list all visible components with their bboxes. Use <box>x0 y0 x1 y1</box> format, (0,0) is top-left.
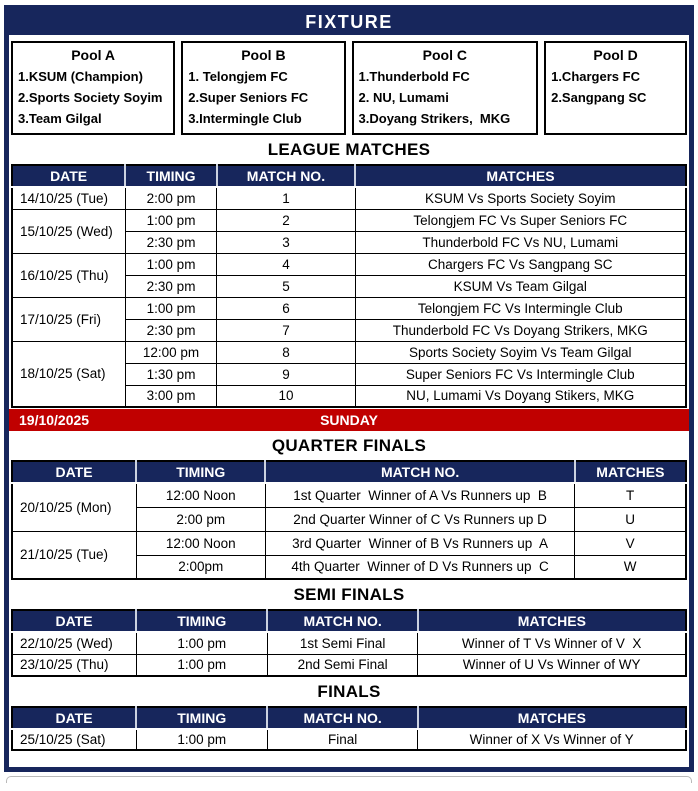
matches-cell: NU, Lumami Vs Doyang Stikers, MKG <box>355 385 686 407</box>
match-no-cell: 2 <box>217 209 355 231</box>
timing-cell: 2:00pm <box>136 555 265 579</box>
page-title: FIXTURE <box>305 12 393 32</box>
timing-cell: 12:00 Noon <box>136 483 265 507</box>
finals-heading: FINALS <box>317 682 381 702</box>
table-row <box>12 341 686 363</box>
fixture-banner <box>9 10 689 35</box>
column-header-matches: MATCHES <box>575 461 686 483</box>
semi-finals-table <box>11 609 687 677</box>
column-header-date: DATE <box>12 610 136 632</box>
timing-cell: 2:30 pm <box>125 231 217 253</box>
date-cell: 16/10/25 (Thu) <box>12 253 125 297</box>
matches-cell: Thunderbold FC Vs NU, Lumami <box>355 231 686 253</box>
timing-cell: 1:00 pm <box>136 632 267 654</box>
pool-team: 3.Doyang Strikers, MKG <box>358 111 511 127</box>
matches-cell: KSUM Vs Sports Society Soyim <box>355 187 686 209</box>
column-header-matches: MATCHES <box>418 610 686 632</box>
matches-cell: Sports Society Soyim Vs Team Gilgal <box>355 341 686 363</box>
column-header-date: DATE <box>12 461 136 483</box>
fixture-content <box>9 35 689 751</box>
semi-finals-header-row <box>12 610 686 632</box>
matches-cell: Chargers FC Vs Sangpang SC <box>355 253 686 275</box>
league-header-row <box>12 165 686 187</box>
column-header-timing: TIMING <box>125 165 217 187</box>
column-header-timing: TIMING <box>136 461 265 483</box>
next-box-partial-edge <box>6 776 692 783</box>
match-no-cell: 1st Quarter Winner of A Vs Runners up B <box>265 483 574 507</box>
match-no-cell: 2nd Semi Final <box>267 654 417 676</box>
matches-cell: Winner of U Vs Winner of WY <box>418 654 686 676</box>
pool-team: 3.Intermingle Club <box>188 111 302 127</box>
sunday-date: 19/10/2025 <box>19 412 90 429</box>
pool-box-c <box>352 41 539 135</box>
match-no-cell: 10 <box>217 385 355 407</box>
match-no-cell: 9 <box>217 363 355 385</box>
pool-team: 1.Thunderbold FC <box>358 69 470 84</box>
pool-team: 1.KSUM (Champion) <box>18 69 143 84</box>
column-header-matches: MATCHES <box>355 165 686 187</box>
matches-cell: Telongjem FC Vs Intermingle Club <box>355 297 686 319</box>
table-row <box>12 187 686 209</box>
date-cell: 14/10/25 (Tue) <box>12 187 125 209</box>
match-no-cell: 8 <box>217 341 355 363</box>
matches-cell: KSUM Vs Team Gilgal <box>355 275 686 297</box>
timing-cell: 2:00 pm <box>125 187 217 209</box>
timing-cell: 12:00 Noon <box>136 531 265 555</box>
pool-title: Pool C <box>422 47 467 63</box>
timing-cell: 2:00 pm <box>136 507 265 531</box>
matches-cell: U <box>575 507 686 531</box>
date-cell: 20/10/25 (Mon) <box>12 483 136 531</box>
finals-section <box>11 682 687 751</box>
pool-team: 2.Super Seniors FC <box>188 90 309 106</box>
timing-cell: 2:30 pm <box>125 319 217 341</box>
league-table <box>11 164 687 408</box>
timing-cell: 1:00 pm <box>136 729 267 750</box>
column-header-match-no: MATCH NO. <box>265 461 574 483</box>
table-row <box>12 297 686 319</box>
timing-cell: 1:00 pm <box>125 209 217 231</box>
column-header-date: DATE <box>12 165 125 187</box>
column-header-match-no: MATCH NO. <box>267 707 417 729</box>
date-cell: 22/10/25 (Wed) <box>12 632 136 654</box>
column-header-timing: TIMING <box>136 610 267 632</box>
match-no-cell: 3rd Quarter Winner of B Vs Runners up A <box>265 531 574 555</box>
match-no-cell: 3 <box>217 231 355 253</box>
timing-cell: 1:00 pm <box>136 654 267 676</box>
pool-box-b <box>181 41 345 135</box>
column-header-matches: MATCHES <box>418 707 686 729</box>
finals-header-row <box>12 707 686 729</box>
match-no-cell: 5 <box>217 275 355 297</box>
date-cell: 21/10/25 (Tue) <box>12 531 136 579</box>
match-no-cell: 4 <box>217 253 355 275</box>
pool-team: 1.Chargers FC <box>551 69 640 84</box>
matches-cell: Winner of X Vs Winner of Y <box>418 729 686 750</box>
timing-cell: 2:30 pm <box>125 275 217 297</box>
pool-team: 1. Telongjem FC <box>188 69 288 84</box>
column-header-date: DATE <box>12 707 136 729</box>
match-no-cell: 2nd Quarter Winner of C Vs Runners up D <box>265 507 574 531</box>
pool-title: Pool A <box>71 47 116 63</box>
match-no-cell: 1st Semi Final <box>267 632 417 654</box>
table-row <box>12 654 686 676</box>
table-row <box>12 729 686 750</box>
quarter-finals-section <box>11 436 687 580</box>
quarter-finals-table <box>11 460 687 580</box>
matches-cell: W <box>575 555 686 579</box>
matches-cell: Winner of T Vs Winner of V X <box>418 632 686 654</box>
sunday-label: SUNDAY <box>320 412 378 429</box>
matches-cell: T <box>575 483 686 507</box>
match-no-cell: 6 <box>217 297 355 319</box>
matches-cell: Super Seniors FC Vs Intermingle Club <box>355 363 686 385</box>
timing-cell: 1:00 pm <box>125 297 217 319</box>
timing-cell: 1:30 pm <box>125 363 217 385</box>
date-cell: 18/10/25 (Sat) <box>12 341 125 407</box>
date-cell: 25/10/25 (Sat) <box>12 729 136 750</box>
match-no-cell: 1 <box>217 187 355 209</box>
matches-cell: Thunderbold FC Vs Doyang Strikers, MKG <box>355 319 686 341</box>
table-row <box>12 209 686 231</box>
league-section <box>11 140 687 431</box>
table-row <box>12 632 686 654</box>
date-cell: 17/10/25 (Fri) <box>12 297 125 341</box>
match-no-cell: 7 <box>217 319 355 341</box>
pool-team: 2.Sports Society Soyim <box>18 90 163 106</box>
pool-title: Pool B <box>241 47 286 63</box>
pool-title: Pool D <box>593 47 638 63</box>
pool-team: 2. NU, Lumami <box>358 90 449 106</box>
table-row <box>12 531 686 555</box>
quarter-finals-header-row <box>12 461 686 483</box>
pool-box-d <box>544 41 687 135</box>
table-row <box>12 253 686 275</box>
table-row <box>12 483 686 507</box>
quarter-finals-heading: QUARTER FINALS <box>271 436 427 456</box>
timing-cell: 3:00 pm <box>125 385 217 407</box>
date-cell: 23/10/25 (Thu) <box>12 654 136 676</box>
league-heading: LEAGUE MATCHES <box>267 140 431 160</box>
matches-cell: Telongjem FC Vs Super Seniors FC <box>355 209 686 231</box>
timing-cell: 1:00 pm <box>125 253 217 275</box>
fixture-sheet <box>4 5 694 772</box>
matches-cell: V <box>575 531 686 555</box>
sunday-banner <box>9 409 689 431</box>
pool-team: 3.Team Gilgal <box>18 111 102 127</box>
finals-table <box>11 706 687 751</box>
column-header-match-no: MATCH NO. <box>267 610 417 632</box>
column-header-match-no: MATCH NO. <box>217 165 355 187</box>
semi-finals-heading: SEMI FINALS <box>293 585 405 605</box>
match-no-cell: Final <box>267 729 417 750</box>
column-header-timing: TIMING <box>136 707 267 729</box>
date-cell: 15/10/25 (Wed) <box>12 209 125 253</box>
match-no-cell: 4th Quarter Winner of D Vs Runners up C <box>265 555 574 579</box>
pool-team: 2.Sangpang SC <box>551 90 647 106</box>
semi-finals-section <box>11 585 687 677</box>
pools-row <box>11 41 687 135</box>
timing-cell: 12:00 pm <box>125 341 217 363</box>
pool-box-a <box>11 41 175 135</box>
